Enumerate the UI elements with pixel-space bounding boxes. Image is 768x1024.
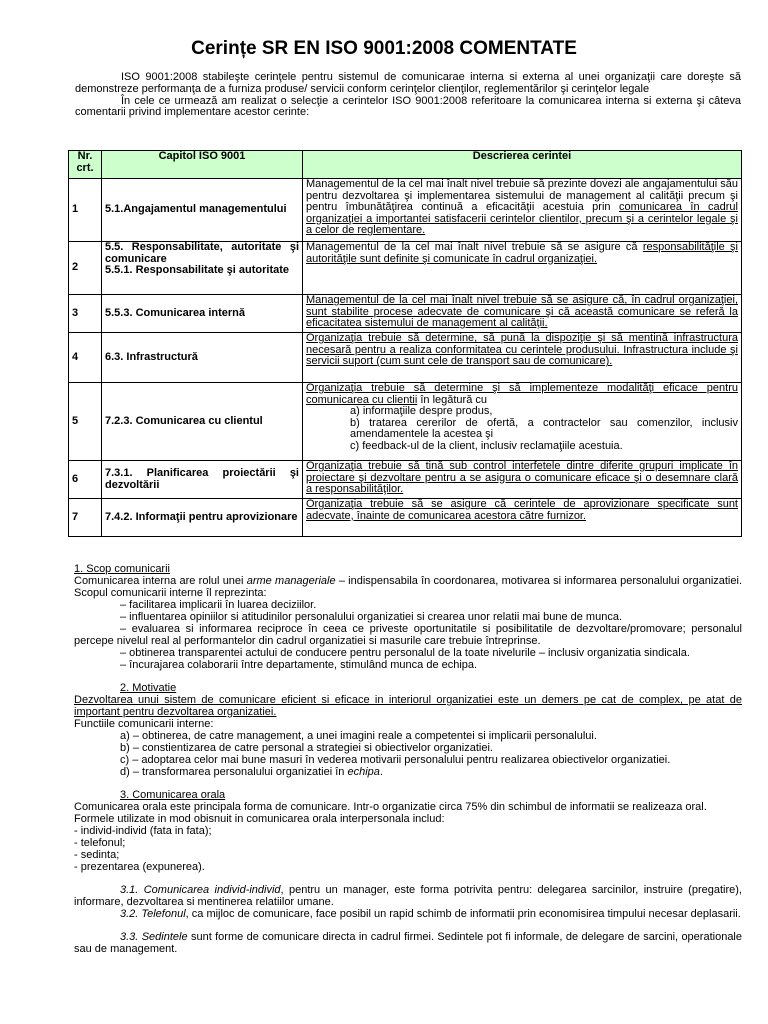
requirements-table [68, 150, 742, 537]
row-number: 6 [69, 461, 102, 499]
text-run: – obtinerea transparentei actului de conducere pentru personalul de la toate nivelurile – inclusiv organizatia sindicala. [120, 647, 690, 659]
list-item [74, 623, 742, 647]
list-item: – influentarea opiniilor si atitudinilor personalului organizatiei si crearea unor relatii mai bune de munca. [120, 611, 623, 623]
list-item: - telefonul; [74, 837, 126, 849]
list-item: - prezentarea (expunerea). [74, 861, 205, 873]
italic-run: 3.2. Telefonul [120, 908, 186, 920]
row-number: 5 [69, 383, 102, 461]
description-item: c) feedback-ul de la client, inclusiv reclamaţiile acestuia. [350, 439, 623, 452]
section-heading: 3. Comunicarea orala [120, 789, 226, 801]
description-underlined: comunicarea în cadrul organizaţiei a importantei satisfacerii cerintelor clientilor, precum şi a cerintelor legale şi a celor de reglementare. [306, 201, 738, 237]
row-number: 2 [69, 242, 102, 295]
italic-run: arme manageriale [246, 575, 336, 587]
text-run: Comunicarea interna are rolul unei [74, 575, 247, 587]
header-descriere: Descrierea cerintei [303, 151, 742, 179]
paragraph [74, 575, 742, 599]
text-run: – indispensabila în coordonarea, motivarea si informarea personalului organizatiei. Scopul comunicarii interne îl reprezinta: [74, 575, 742, 599]
list-item: - individ-individ (fata in fata); [74, 825, 212, 837]
row-chapter: 7.2.3. Comunicarea cu clientul [102, 383, 303, 461]
table-row [69, 461, 742, 499]
text-run: – evaluarea si informarea reciproce în ceea ce priveste oportunitatile si posibilitatile de dezvoltare/promovare; personalul percepe nivelul real al performantelor din cadrul organizatiei si masurile care trebuie întreprinse. [74, 623, 742, 647]
description-text: Managementul de la cel mai înalt nivel trebuie să se asigure că [306, 241, 643, 253]
description-underlined: responsabilităţile şi autorităţile sunt definite şi comunicate în cadrul organizaţiei. [306, 241, 738, 265]
paragraph: Dezvoltarea unui sistem de comunicare eficient si eficace in interiorul organizatiei este un demers pe cat de complex, pe atat de important pentru dezvoltarea organizatiei. [74, 694, 742, 718]
description-underlined: Organizaţia trebuie să determine şi să implementeze modalităţi eficace pentru comunicarea cu clientii [306, 382, 738, 406]
row-description: Organizaţia trebuie să determine, să pună la dispoziţie şi să mentină infrastructura necesară pentru a realiza conformitatea cu cerintele produsului. Infrastructura include şi servicii suport (cum sunt cele de transport sau de comunicare). [303, 333, 742, 383]
description-item: b) tratarea cererilor de ofertă, a contractelor sau comenzilor, inclusiv amendamentele la acestea şi [350, 416, 738, 441]
row-chapter [102, 242, 303, 295]
header-nr: Nr. crt. [69, 151, 102, 179]
description-intro [306, 383, 738, 406]
list-item: c) – adoptarea celor mai bune masuri în vederea motivarii personalului pentru realizarea obiectivelor organizatiei. [120, 754, 671, 766]
table-row [69, 295, 742, 333]
row-chapter: 5.5.3. Comunicarea internă [102, 295, 303, 333]
row-description: Organizaţia trebuie să tină sub control interfetele dintre diferite grupuri implicate în proiectare şi dezvoltare pentru a se asigura o comunicare eficace şi o desemnare clară a responsabilităţilor. [303, 461, 742, 499]
table-row [69, 499, 742, 537]
description-text: în legătură cu [417, 393, 487, 406]
paragraph: Comunicarea orala este principala forma de comunicare. Intr-o organizatie circa 75% din schimbul de informatii se realizeaza oral. [74, 801, 707, 813]
row-chapter: 7.3.1. Planificarea proiectării şi dezvoltării [102, 461, 303, 499]
table-row [69, 383, 742, 461]
intro-paragraph: ISO 9001:2008 stabileşte cerinţele pentru sistemul de comunicarae interna si externa al unei organizaţii care doreşte să demonstreze performanţa de a furniza produse/ servicii conform cerinţelor clienţilor, reglementărilor şi cerinţelor legale [75, 71, 741, 95]
list-item: b) – constientizarea de catre personal a strategiei si obiectivelor organizatiei. [120, 742, 493, 754]
table-row [69, 333, 742, 383]
paragraph: Formele utilizate in mod obisnuit in comunicarea orala interpersonala includ: [74, 813, 445, 825]
text-run: , pentru un manager, este forma potrivita pentru: delegarea sarcinilor, instruire (pregatire), informare, dezvoltarea si mentinerea relatiilor umane. [74, 884, 742, 908]
row-chapter: 6.3. Infrastructură [102, 333, 303, 383]
text-run: d) – transformarea personalului organizatiei în [120, 766, 348, 778]
intro [75, 72, 741, 119]
row-number: 1 [69, 179, 102, 242]
list-item: - sedinta; [74, 849, 120, 861]
table-row [69, 242, 742, 295]
header-capitol: Capitol ISO 9001 [102, 151, 303, 179]
paragraph: Functiile comunicarii interne: [74, 718, 214, 730]
list-item: – facilitarea implicarii în luarea deciziilor. [120, 599, 317, 611]
row-description: Organizaţia trebuie să se asigure că cerintele de aprovizionare specificate sunt adecvate, înainte de comunicarea acestora către furnizor. [303, 499, 742, 537]
table-row [69, 179, 742, 242]
intro-paragraph: În cele ce urmează am realizat o selecţie a cerintelor ISO 9001:2008 referitoare la comunicarea interna si externa şi câteva comentarii privind implementare acestor cerinte: [75, 94, 741, 119]
text-run: sunt forme de comunicare directa in cadrul firmei. Sedintele pot fi informale, de delegare de sarcini, operationale sau de management. [74, 931, 742, 955]
row-chapter: 5.1.Angajamentul managementului [102, 179, 303, 242]
row-description [303, 383, 742, 461]
row-description [303, 242, 742, 295]
table-header-row [69, 151, 742, 179]
paragraph [74, 884, 742, 908]
list-item [74, 647, 742, 659]
list-item: a) – obtinerea, de catre management, a unei imagini reale a competentei si implicarii personalului. [120, 730, 597, 742]
paragraph [74, 931, 742, 955]
text-run: , ca mijloc de comunicare, face posibil un rapid schimb de informatii prin economisirea timpului necesar deplasarii. [185, 908, 741, 920]
italic-run: 3.3. Sedintele [120, 931, 188, 943]
section-heading: 2. Motivatie [120, 682, 177, 694]
italic-run: echipa [347, 766, 380, 778]
document-body [74, 563, 742, 955]
row-chapter: 7.4.2. Informaţii pentru aprovizionare [102, 499, 303, 537]
row-number: 3 [69, 295, 102, 333]
row-number: 4 [69, 333, 102, 383]
description-text: Managementul de la cel mai înalt nivel trebuie să prezinte dovezi ale angajamentului său pentru dezvoltarea şi implementarea sistemului de management al calităţii precum şi pentru îmbunătăţirea continuă a eficacităţii acestuia prin [306, 178, 738, 214]
section-heading: 1. Scop comunicarii [74, 563, 170, 575]
paragraph [74, 908, 742, 920]
description-item: a) informaţiile despre produs, [350, 405, 493, 418]
row-description [303, 179, 742, 242]
text-run: . [379, 766, 383, 778]
chapter-line: 5.5. Responsabilitate, autoritate şi comunicare [105, 241, 299, 265]
list-item: – încurajarea colaborarii între departamente, stimulând munca de echipa. [120, 659, 478, 671]
list-item [74, 766, 742, 778]
italic-run: 3.1. Comunicarea individ-individ [120, 884, 281, 896]
document-title: Cerințe SR EN ISO 9001:2008 COMENTATE [191, 38, 577, 59]
row-description: Managementul de la cel mai înalt nivel trebuie să se asigure că, în cadrul organizaţiei, sunt stabilite procese adecvate de comunicare şi că această comunicare se referă la eficacitatea sistemului de management al calităţii. [303, 295, 742, 333]
chapter-line: 5.5.1. Responsabilitate şi autoritate [105, 264, 290, 277]
row-number: 7 [69, 499, 102, 537]
